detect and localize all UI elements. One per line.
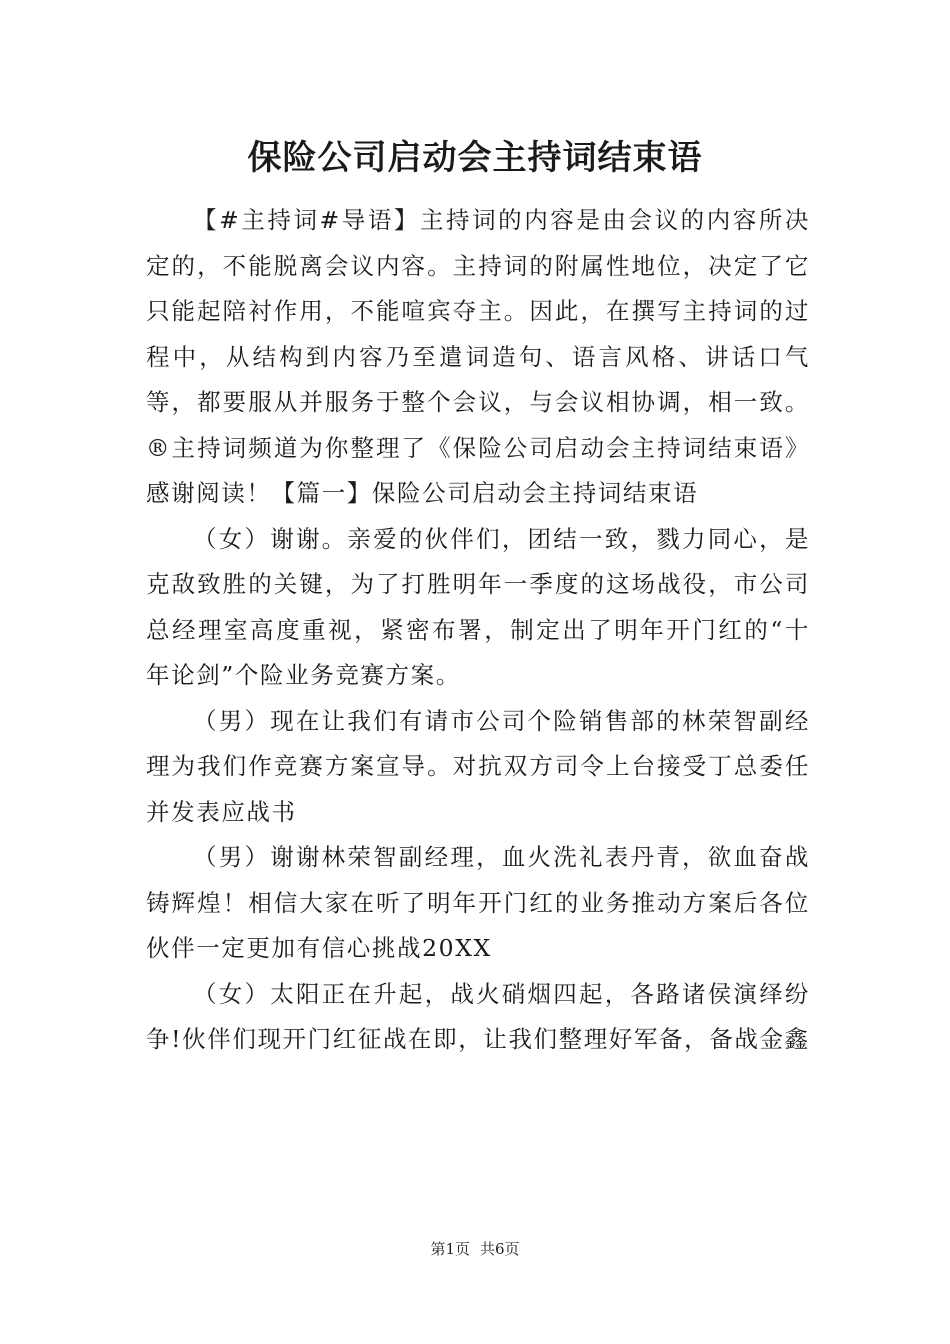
page-total: 共6页 xyxy=(480,1240,520,1258)
paragraph-male-2: （男）谢谢林荣智副经理，血火洗礼表丹青，欲血奋战铸辉煌！相信大家在听了明年开门红的业务推动方案后各位伙伴一定更加有信心挑战20XX xyxy=(146,843,810,962)
paragraph-intro: 【#主持词#导语】主持词的内容是由会议的内容所决定的，不能脱离会议内容。主持词的附属性地位，决定了它只能起陪衬作用，不能喧宾夺主。因此，在撰写主持词的过程中，从结构到内容乃至遣词造句、语言风格、讲话口气等，都要服从并服务于整个会议，与会议相协调，相一致。®主持词频道为你整理了《保险公司启动会主持词结束语》感谢阅读！【篇一】保险公司启动会主持词结束语 xyxy=(146,206,810,507)
document-title: 保险公司启动会主持词结束语 xyxy=(247,138,703,178)
paragraph-female-2: （女）太阳正在升起，战火硝烟四起，各路诸侯演绎纷争!伙伴们现开门红征战在即，让我们整理好军备，备战金鑫 xyxy=(146,979,810,1053)
page-footer xyxy=(0,1238,950,1260)
paragraph-female-1: （女）谢谢。亲爱的伙伴们，团结一致，戮力同心，是克敌致胜的关键，为了打胜明年一季度的这场战役，市公司总经理室高度重视，紧密布署，制定出了明年开门红的“十年论剑”个险业务竞赛方案。 xyxy=(146,524,810,689)
paragraph-male-1: （男）现在让我们有请市公司个险销售部的林荣智副经理为我们作竞赛方案宣导。对抗双方司令上台接受丁总委任并发表应战书 xyxy=(146,706,810,826)
document-body xyxy=(146,198,810,1063)
page-number: 第1页 xyxy=(430,1240,470,1258)
